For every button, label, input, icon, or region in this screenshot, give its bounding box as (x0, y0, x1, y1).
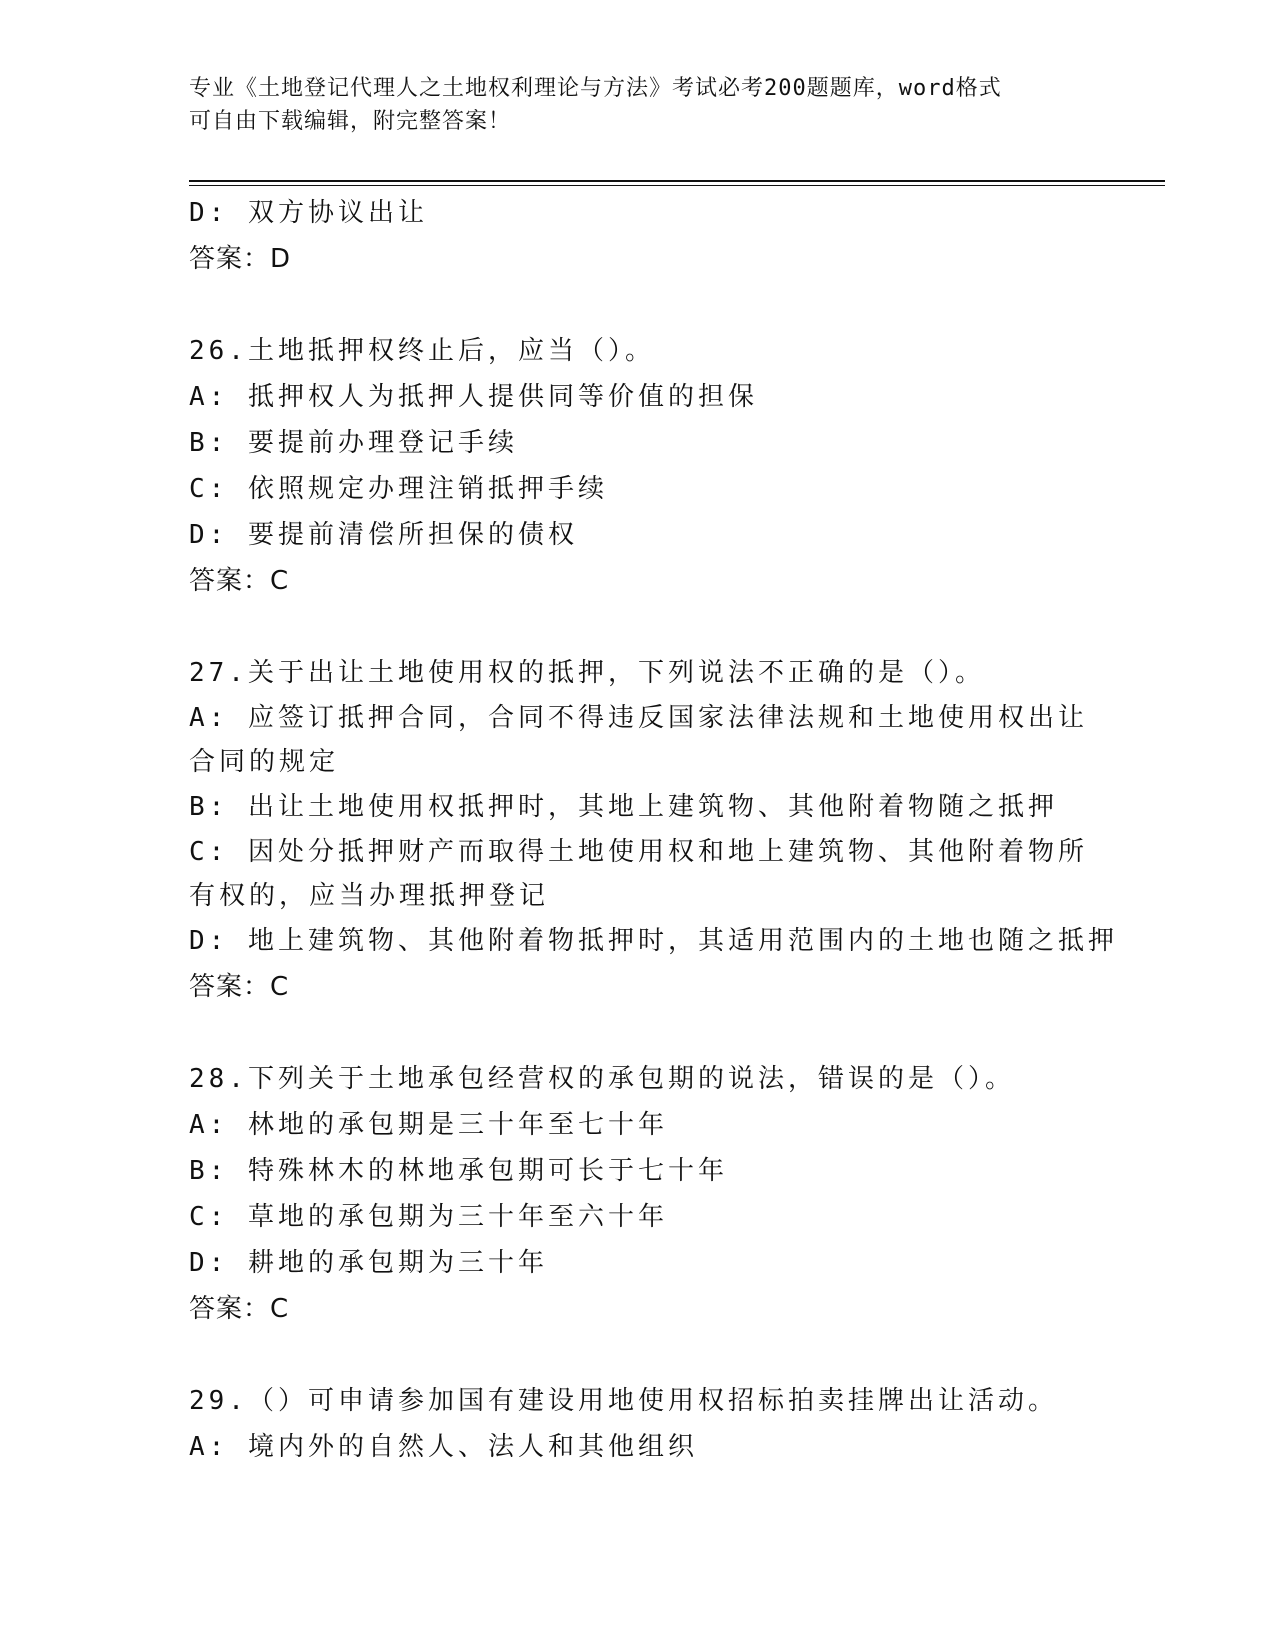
option-d: D: 双方协议出让 (189, 198, 428, 228)
option-b: B: 要提前办理登记手续 (189, 428, 518, 458)
header-line-2: 可自由下载编辑，附完整答案！ (189, 109, 512, 134)
option-a: A: 境内外的自然人、法人和其他组织 (189, 1432, 698, 1462)
option-c: C: 草地的承包期为三十年至六十年 (189, 1202, 668, 1232)
option-b: B: 特殊林木的林地承包期可长于七十年 (189, 1156, 728, 1186)
question-28 (189, 1056, 1089, 1332)
document-header (189, 72, 1089, 138)
question-stem: 29.（）可申请参加国有建设用地使用权招标拍卖挂牌出让活动。 (189, 1386, 1058, 1416)
option-a: A: 林地的承包期是三十年至七十年 (189, 1110, 668, 1140)
question-26 (189, 328, 1089, 604)
option-d: D: 要提前清偿所担保的债权 (189, 520, 578, 550)
option-a: A: 应签订抵押合同，合同不得违反国家法律法规和土地使用权出让合同的规定 (189, 703, 1088, 777)
question-stem: 28.下列关于土地承包经营权的承包期的说法，错误的是（）。 (189, 1064, 1015, 1094)
document-body (189, 190, 1118, 1470)
option-a: A: 抵押权人为抵押人提供同等价值的担保 (189, 382, 758, 412)
header-line-1: 专业《土地登记代理人之土地权利理论与方法》考试必考200题题库，word格式 (189, 76, 1002, 101)
question-stem: 26.土地抵押权终止后，应当（）。 (189, 336, 655, 366)
option-c: C: 依照规定办理注销抵押手续 (189, 474, 608, 504)
question-29 (189, 1378, 1089, 1470)
header-rule-thin (189, 185, 1165, 186)
answer: 答案：C (189, 1294, 290, 1324)
answer: 答案：C (189, 566, 290, 596)
answer: 答案：D (189, 244, 292, 274)
question-27 (189, 650, 1118, 1010)
previous-question-tail (189, 190, 1089, 282)
header-rule-thick (189, 180, 1165, 182)
option-c: C: 因处分抵押财产而取得土地使用权和地上建筑物、其他附着物所有权的，应当办理抵押登记 (189, 837, 1088, 911)
question-stem: 27.关于出让土地使用权的抵押，下列说法不正确的是（）。 (189, 658, 985, 688)
option-d: D: 耕地的承包期为三十年 (189, 1248, 548, 1278)
option-b: B: 出让土地使用权抵押时，其地上建筑物、其他附着物随之抵押 (189, 792, 1058, 822)
answer: 答案：C (189, 972, 290, 1002)
option-d: D: 地上建筑物、其他附着物抵押时，其适用范围内的土地也随之抵押 (189, 926, 1118, 956)
